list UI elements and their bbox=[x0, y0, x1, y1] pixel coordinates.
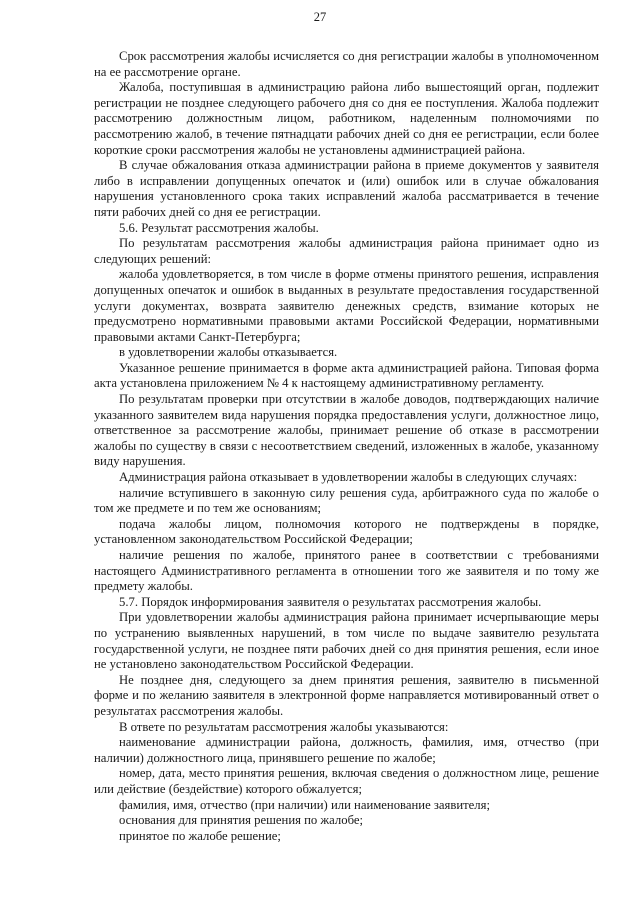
paragraph: По результатам рассмотрения жалобы администрация района принимает одно из следующих решений: bbox=[94, 236, 599, 266]
section-heading: 5.6. Результат рассмотрения жалобы. bbox=[119, 220, 319, 235]
list-item: наименование администрации района, должность, фамилия, имя, отчество (при наличии) должностного лица, принявшего решение по жалобе; bbox=[94, 735, 599, 765]
paragraph: Не позднее дня, следующего за днем принятия решения, заявителю в письменной форме и по желанию заявителя в электронной форме направляется мотивированный ответ о результатах рассмотрения жалобы. bbox=[94, 672, 599, 718]
list-item: подача жалобы лицом, полномочия которого не подтверждены в порядке, установленном законодательством Российской Федерации; bbox=[94, 516, 599, 547]
paragraph: В ответе по результатам рассмотрения жалобы указываются: bbox=[119, 719, 449, 734]
list-item: основания для принятия решения по жалобе; bbox=[119, 813, 364, 828]
list-item: наличие вступившего в законную силу решения суда, арбитражного суда по жалобе о том же предмете и по тем же основаниям; bbox=[94, 485, 599, 516]
paragraph: Жалоба, поступившая в администрацию района либо вышестоящий орган, подлежит регистрации не позднее следующего рабочего дня со дня ее поступления. Жалоба подлежит рассмотрению должностным лицом, работником, наделенным полномочиями по рассмотрению жалоб, в течение пятнадцати рабочих дней со дня ее регистрации, если более короткие сроки рассмотрения жалобы не установлены администрацией района. bbox=[94, 80, 599, 157]
list-item: жалоба удовлетворяется, в том числе в форме отмены принятого решения, исправления допущенных опечаток и ошибок в выданных в результате предоставления государственной услуги документах, возврата заявителю денежных средств, взимание которых не предусмотрено нормативными правовыми актами Российской Федерации, нормативными правовыми актами Санкт-Петербурга; bbox=[94, 267, 599, 344]
paragraph: В случае обжалования отказа администрации района в приеме документов у заявителя либо в исправлении допущенных опечаток и (или) ошибок или в случае обжалования нарушения установленного срока таких исправлений жалоба рассматривается в течение пяти рабочих дней со дня ее регистрации. bbox=[94, 158, 599, 219]
document-body bbox=[94, 49, 599, 844]
list-item: в удовлетворении жалобы отказывается. bbox=[119, 345, 338, 360]
page-number: 27 bbox=[313, 10, 327, 24]
paragraph: По результатам проверки при отсутствии в жалобе доводов, подтверждающих наличие указанного заявителем вида нарушения порядка предоставления услуги, должностное лицо, ответственное за рассмотрение жалобы, принимает решение об отказе в рассмотрении жалобы по существу в связи с несоответствием сведений, изложенных в жалобе, указанному виду нарушения. bbox=[94, 392, 599, 469]
list-item: наличие решения по жалобе, принятого ранее в соответствии с требованиями настоящего Административного регламента в отношении того же заявителя и по тому же предмету жалобы. bbox=[94, 548, 599, 594]
list-item: номер, дата, место принятия решения, включая сведения о должностном лице, решение или действие (бездействие) которого обжалуется; bbox=[94, 766, 599, 796]
paragraph: При удовлетворении жалобы администрация района принимает исчерпывающие меры по устранению выявленных нарушений, в том числе по выдаче заявителю результата государственной услуги, не позднее пяти рабочих дней со дня принятия решения, если иное не установлено законодательством Российской Федерации. bbox=[94, 610, 599, 672]
paragraph: Указанное решение принимается в форме акта администрацией района. Типовая форма акта установлена приложением № 4 к настоящему административному регламенту. bbox=[94, 360, 599, 391]
list-item: фамилия, имя, отчество (при наличии) или наименование заявителя; bbox=[119, 797, 490, 812]
paragraph: Администрация района отказывает в удовлетворении жалобы в следующих случаях: bbox=[119, 470, 578, 485]
paragraph: Срок рассмотрения жалобы исчисляется со дня регистрации жалобы в уполномоченном на ее рассмотрение органе. bbox=[94, 49, 599, 79]
section-heading: 5.7. Порядок информирования заявителя о результатах рассмотрения жалобы. bbox=[119, 594, 542, 609]
list-item: принятое по жалобе решение; bbox=[119, 828, 281, 843]
